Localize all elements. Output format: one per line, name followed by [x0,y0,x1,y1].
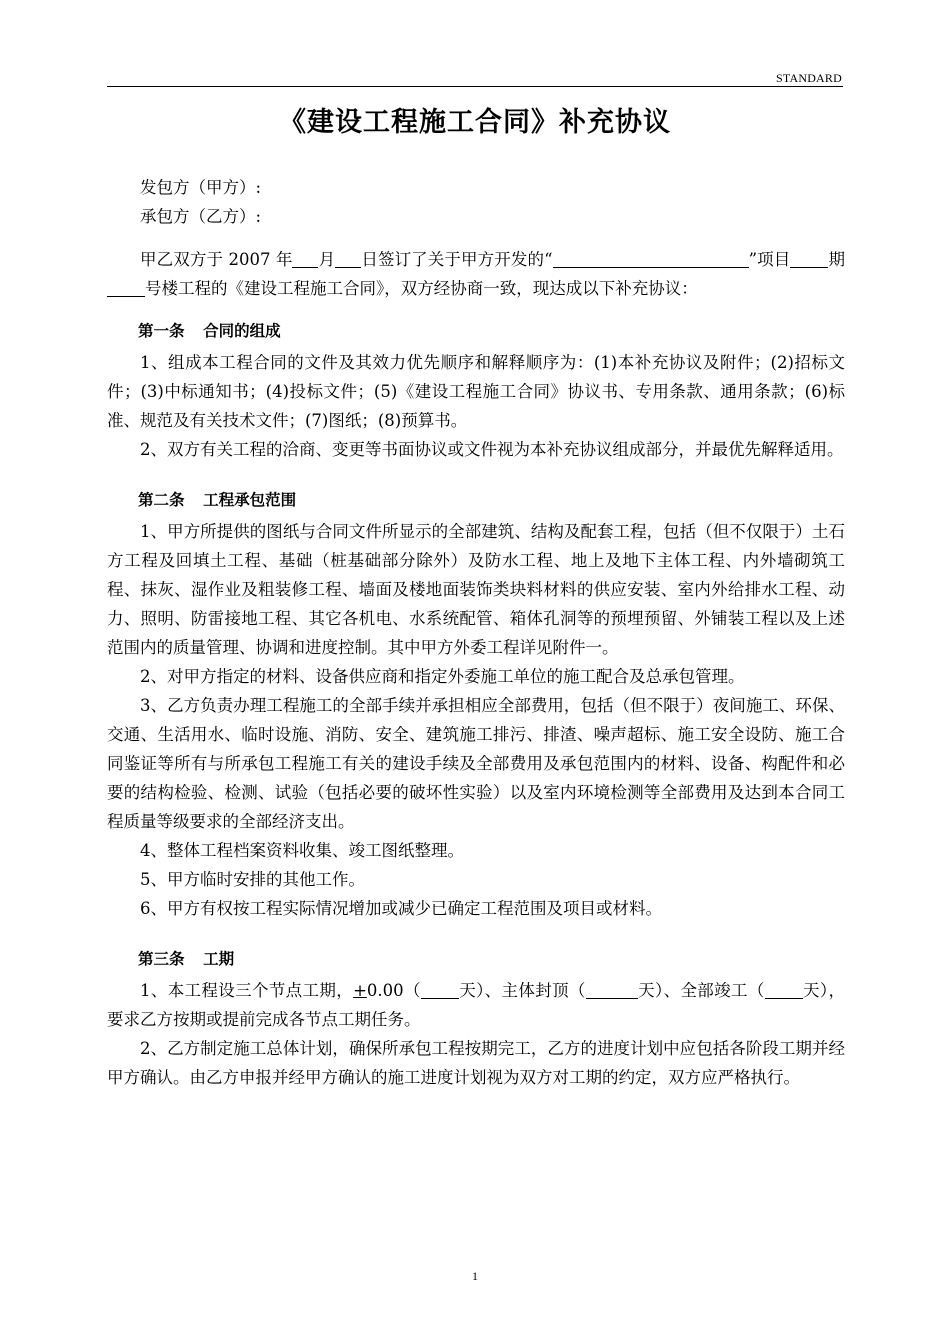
article-1-heading [107,317,845,346]
plus-minus-mark: + [353,981,367,1000]
party-b-line: 承包方（乙方）: [140,207,262,226]
intro-text: 甲乙双方于 2007 年 [140,250,293,269]
article-1-item: 1、组成本工程合同的文件及其效力优先顺序和解释顺序为：(1)本补充协议及附件；(2)招标文件；(3)中标通知书；(4)投标文件；(5)《建设工程施工合同》协议书、专用条款、通用条款；(6)标准、规范及有关技术文件；(7)图纸；(8)预算书。 [107,353,845,430]
article-2-item: 1、甲方所提供的图纸与合同文件所显示的全部建筑、结构及配套工程，包括（但不仅限于）土石方工程及回填土工程、基础（桩基础部分除外）及防水工程、地上及地下主体工程、内外墙砌筑工程、抹灰、湿作业及粗装修工程、墙面及楼地面装饰类块料材料的供应安装、室内外给排水工程、动力、照明、防雷接地工程、其它各机电、水系统配管、箱体孔洞等的预埋预留、外铺装工程以及上述范围内的质量管理、协调和进度控制。其中甲方外委工程详见附件一。 [107,522,845,657]
intro-text: ”项目 [748,250,791,269]
phase-blank [790,249,828,268]
topping-out-days-blank [586,980,638,999]
article-3-heading [107,945,845,974]
article-1-item: 2、双方有关工程的洽商、变更等书面协议或文件视为本补充协议组成部分，并最优先解释适用。 [140,440,844,459]
article-3-item: 2、乙方制定施工总体计划，确保所承包工程按期完工，乙方的进度计划中应包括各阶段工期并经甲方确认。由乙方申报并经甲方确认的施工进度计划视为双方对工期的约定，双方应严格执行。 [107,1039,845,1087]
article-2-heading [107,486,845,515]
document-body [107,173,845,1092]
article-title: 合同的组成 [203,322,281,340]
article-2-item: 2、对甲方指定的材料、设备供应商和指定外委施工单位的施工配合及总承包管理。 [140,667,745,686]
intro-text: 月 [318,250,336,269]
month-blank [292,249,318,268]
day-blank [335,249,361,268]
document-title: 《建设工程施工合同》补充协议 [279,107,671,138]
article-title: 工程承包范围 [203,491,297,509]
building-no-blank [107,278,145,297]
article-2-item: 4、整体工程档案资料收集、竣工图纸整理。 [140,841,464,860]
header-rule [107,86,843,87]
intro-text: 日签订了关于甲方开发的“ [361,250,553,269]
article-title: 工期 [203,950,235,968]
intro-text: 期 [828,250,846,269]
schedule-text: 天）、主体封顶（ [458,981,586,1000]
article-no: 第三条 [138,950,185,968]
intro-text: 号楼工程的《建设工程施工合同》，双方经协商一致，现达成以下补充协议： [145,279,698,298]
completion-days-blank [765,980,803,999]
schedule-text: 天），要求乙方按期或提前完成各节点工期任务。 [107,981,846,1029]
article-no: 第二条 [138,491,185,509]
project-name-blank [553,249,749,268]
article-2-item: 6、甲方有权按工程实际情况增加或减少已确定工程范围及项目或材料。 [140,899,662,918]
party-a-line: 发包方（甲方）: [140,178,262,197]
schedule-text: 1、本工程设三个节点工期， [140,981,354,1000]
zero-level-days-blank [421,980,459,999]
schedule-text: 天）、全部竣工（ [637,981,765,1000]
intro-paragraph [107,245,845,303]
header-tag: STANDARD [776,71,842,85]
article-3-item [107,976,845,1034]
article-2-item: 5、甲方临时安排的其他工作。 [140,870,365,889]
schedule-text: 0.00（ [366,981,421,1000]
article-no: 第一条 [138,322,185,340]
article-2-item: 3、乙方负责办理工程施工的全部手续并承担相应全部费用，包括（但不限于）夜间施工、环保、交通、生活用水、临时设施、消防、安全、建筑施工排污、排渣、噪声超标、施工安全设防、施工合同鉴证等所有与所承包工程施工有关的建设手续及全部费用及承包范围内的材料、设备、构配件和必要的结构检验、检测、试验（包括必要的破坏性实验）以及室内环境检测等全部费用及达到本合同工程质量等级要求的全部经济支出。 [107,696,845,831]
page-number: 1 [472,1269,478,1283]
